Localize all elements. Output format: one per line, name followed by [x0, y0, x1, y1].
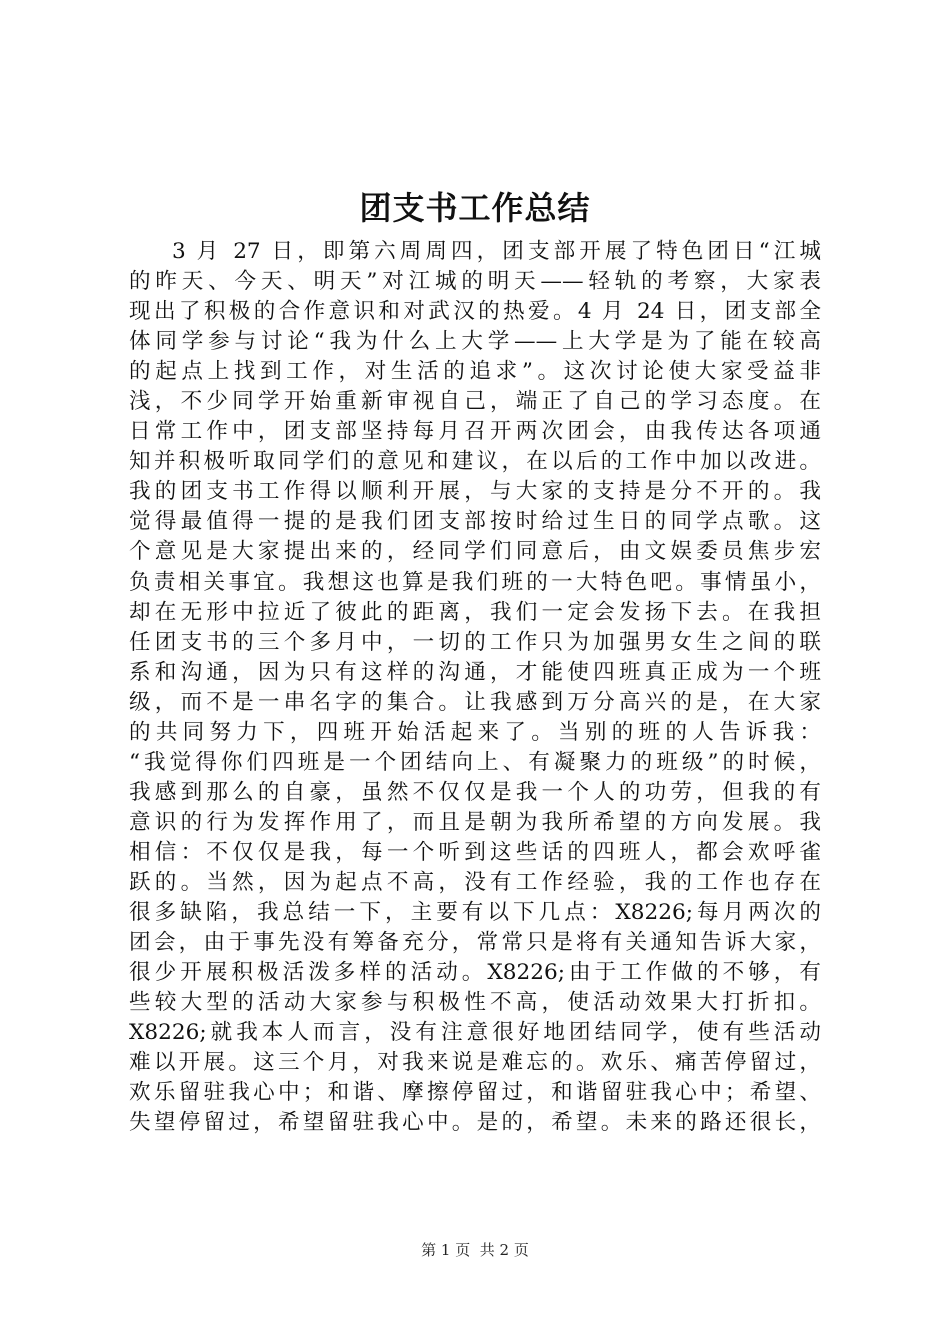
body-line: 的昨天、今天、明天”对江城的明天——轻轨的考察，大家表	[129, 269, 821, 295]
body-line: 体同学参与讨论“我为什么上大学——上大学是为了能在较高	[129, 329, 821, 355]
body-line: 觉得最值得一提的是我们团支部按时给过生日的同学点歌。这	[129, 509, 821, 535]
body-line: 跃的。当然，因为起点不高，没有工作经验，我的工作也存在	[129, 869, 821, 895]
body-line: 我的团支书工作得以顺利开展，与大家的支持是分不开的。我	[129, 479, 821, 505]
body-line: 欢乐留驻我心中；和谐、摩擦停留过，和谐留驻我心中；希望、	[129, 1080, 821, 1106]
body-line: 系和沟通，因为只有这样的沟通，才能使四班真正成为一个班	[129, 659, 821, 685]
body-line: 些较大型的活动大家参与积极性不高，使活动效果大打折扣。	[129, 990, 821, 1016]
body-line: 难以开展。这三个月，对我来说是难忘的。欢乐、痛苦停留过，	[129, 1050, 821, 1076]
body-line: 3 月 27 日，即第六周周四，团支部开展了特色团日“江城	[172, 239, 821, 264]
body-line: 我感到那么的自豪，虽然不仅仅是我一个人的功劳，但我的有	[129, 779, 821, 805]
page-number-label: 第 1 页 共 2 页	[421, 1241, 529, 1259]
body-line: 任团支书的三个多月中，一切的工作只为加强男女生之间的联	[129, 629, 821, 655]
body-line: 级，而不是一串名字的集合。让我感到万分高兴的是，在大家	[129, 689, 821, 715]
body-line: 的共同努力下，四班开始活起来了。当别的班的人告诉我：	[129, 719, 821, 745]
body-line: 意识的行为发挥作用了，而且是朝为我所希望的方向发展。我	[129, 809, 821, 835]
body-line: 失望停留过，希望留驻我心中。是的，希望。未来的路还很长，	[129, 1110, 821, 1136]
body-line: 很多缺陷，我总结一下，主要有以下几点：X8226;每月两次的	[129, 900, 821, 926]
body-line: 相信：不仅仅是我，每一个听到这些话的四班人，都会欢呼雀	[129, 839, 821, 865]
body-line: “我觉得你们四班是一个团结向上、有凝聚力的班级”的时候，	[129, 749, 821, 775]
body-line: 浅，不少同学开始重新审视自己，端正了自己的学习态度。在	[129, 389, 821, 415]
document-title: 团支书工作总结	[359, 189, 591, 227]
body-line: 现出了积极的合作意识和对武汉的热爱。4 月 24 日，团支部全	[129, 299, 821, 325]
body-line: 的起点上找到工作，对生活的追求”。这次讨论使大家受益非	[129, 359, 821, 385]
body-line: 却在无形中拉近了彼此的距离，我们一定会发扬下去。在我担	[129, 599, 821, 625]
body-line: 团会，由于事先没有筹备充分，常常只是将有关通知告诉大家，	[129, 930, 821, 956]
document-body	[129, 237, 821, 1138]
body-line: 个意见是大家提出来的，经同学们同意后，由文娱委员焦步宏	[129, 539, 821, 565]
body-line: 知并积极听取同学们的意见和建议，在以后的工作中加以改进。	[129, 449, 821, 475]
body-line: 日常工作中，团支部坚持每月召开两次团会，由我传达各项通	[129, 419, 821, 445]
page-footer	[0, 1240, 950, 1260]
body-line: 负责相关事宜。我想这也算是我们班的一大特色吧。事情虽小，	[129, 569, 821, 595]
body-line: 很少开展积极活泼多样的活动。X8226;由于工作做的不够，有	[129, 960, 821, 986]
body-line: X8226;就我本人而言，没有注意很好地团结同学，使有些活动	[129, 1020, 821, 1046]
